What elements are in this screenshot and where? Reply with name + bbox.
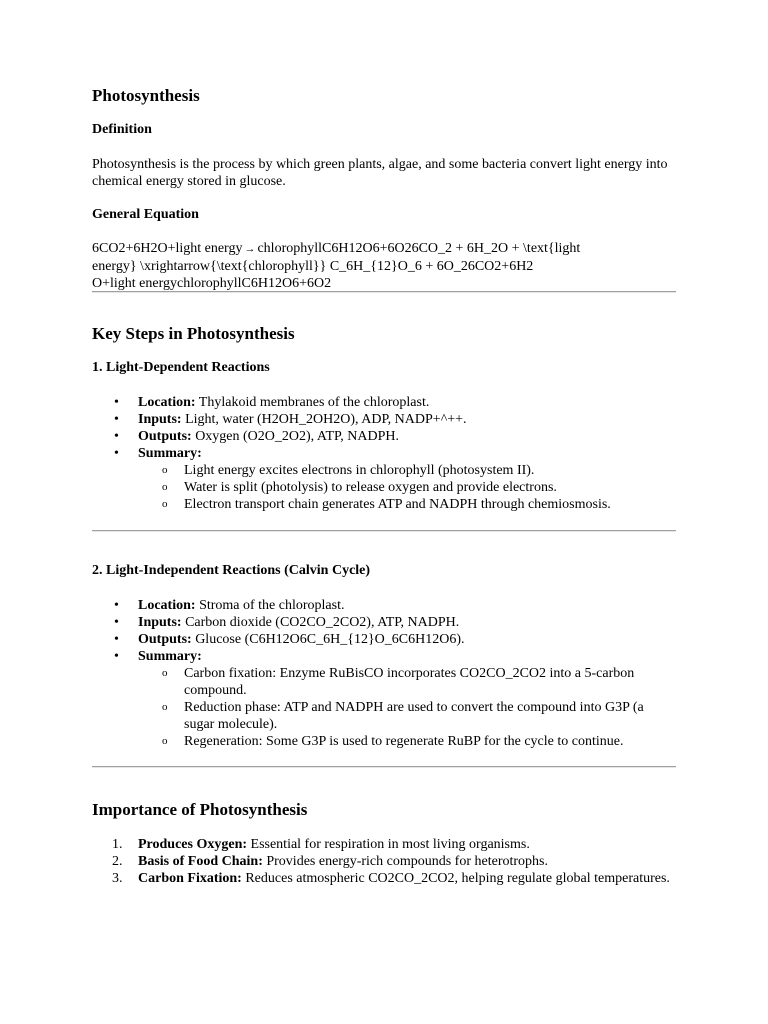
item-number: 1. (112, 837, 123, 852)
item-label: Location: (138, 598, 196, 613)
sub-bullet-icon: o (162, 701, 168, 713)
summary-sublist (92, 462, 676, 513)
light-independent-heading: 2. Light-Independent Reactions (Calvin Cycle) (92, 563, 371, 578)
item-text: Essential for respiration in most living organisms. (247, 837, 530, 852)
item-label: Inputs: (138, 412, 182, 427)
item-label: Carbon Fixation: (138, 871, 242, 886)
importance-list (92, 836, 676, 887)
sub-item-text: Reduction phase: ATP and NADPH are used to convert the compound into G3P (a sugar molecule). (184, 700, 644, 732)
item-label: Location: (138, 395, 196, 410)
light-independent-list (92, 597, 676, 750)
bullet-icon: • (114, 395, 119, 410)
equation-text (92, 240, 676, 292)
sub-item-text: Electron transport chain generates ATP and NADPH through chemiosmosis. (184, 497, 611, 512)
bullet-icon: • (114, 446, 119, 461)
bullet-icon: • (114, 632, 119, 647)
equation-line1b: chlorophyllC6H12O6+6O26CO_2 + 6H_2O + \text{light (257, 241, 581, 256)
item-text: Stroma of the chloroplast. (195, 598, 345, 613)
list-item (92, 445, 676, 513)
bullet-icon: • (114, 615, 119, 630)
list-item (92, 836, 676, 853)
sub-list-item (92, 733, 676, 750)
sub-item-text: Water is split (photolysis) to release oxygen and provide electrons. (184, 480, 557, 495)
sub-list-item (92, 699, 676, 733)
divider (92, 766, 676, 768)
item-number: 3. (112, 871, 123, 886)
list-item (92, 870, 676, 887)
divider (92, 530, 676, 532)
light-dependent-heading: 1. Light-Dependent Reactions (92, 360, 270, 375)
sub-bullet-icon: o (162, 464, 168, 476)
item-label: Outputs: (138, 632, 192, 647)
equation-line2: energy} \xrightarrow{\text{chlorophyll}} C_6H_{12}O_6 + 6O_26CO2+6H2 (92, 259, 534, 274)
item-label: Summary: (138, 649, 202, 664)
list-item (92, 428, 676, 445)
summary-sublist (92, 665, 676, 750)
sub-bullet-icon: o (162, 481, 168, 493)
equation-line1a: 6CO2+6H2O+light energy (92, 241, 243, 256)
item-number: 2. (112, 854, 123, 869)
item-text: Provides energy-rich compounds for heterotrophs. (262, 854, 548, 869)
item-label: Summary: (138, 446, 202, 461)
sub-item-text: Carbon fixation: Enzyme RuBisCO incorporates CO2CO_2CO2 into a 5-carbon compound. (184, 666, 635, 698)
bullet-icon: • (114, 598, 119, 613)
list-item (92, 648, 676, 750)
equation-heading: General Equation (92, 207, 199, 222)
sub-bullet-icon: o (162, 667, 168, 679)
importance-heading: Importance of Photosynthesis (92, 800, 308, 819)
list-item (92, 411, 676, 428)
sub-list-item (92, 496, 676, 513)
sub-bullet-icon: o (162, 498, 168, 510)
sub-bullet-icon: o (162, 735, 168, 747)
key-steps-heading: Key Steps in Photosynthesis (92, 324, 295, 343)
bullet-icon: • (114, 412, 119, 427)
page-title: Photosynthesis (92, 86, 200, 105)
list-item (92, 394, 676, 411)
item-text: Oxygen (O2O_2O2), ATP, NADPH. (191, 429, 399, 444)
list-item (92, 631, 676, 648)
list-item (92, 614, 676, 631)
item-label: Inputs: (138, 615, 182, 630)
divider (92, 291, 676, 293)
item-text: Thylakoid membranes of the chloroplast. (195, 395, 430, 410)
bullet-icon: • (114, 429, 119, 444)
definition-heading: Definition (92, 122, 152, 137)
sub-item-text: Light energy excites electrons in chlorophyll (photosystem II). (184, 463, 535, 478)
item-label: Produces Oxygen: (138, 837, 248, 852)
list-item (92, 597, 676, 614)
sub-item-text: Regeneration: Some G3P is used to regenerate RuBP for the cycle to continue. (184, 734, 624, 749)
item-text: Reduces atmospheric CO2CO_2CO2, helping regulate global temperatures. (241, 871, 670, 886)
item-text: Light, water (H2OH_2OH2O), ADP, NADP+^++. (181, 412, 467, 427)
list-item (92, 853, 676, 870)
item-label: Outputs: (138, 429, 192, 444)
item-label: Basis of Food Chain: (138, 854, 263, 869)
definition-text: Photosynthesis is the process by which green plants, algae, and some bacteria convert light energy into chemical energy stored in glucose. (92, 157, 668, 189)
light-dependent-list (92, 394, 676, 513)
item-text: Carbon dioxide (CO2CO_2CO2), ATP, NADPH. (181, 615, 460, 630)
item-text: Glucose (C6H12O6C_6H_{12}O_6C6H12O6). (191, 632, 465, 647)
sub-list-item (92, 665, 676, 699)
sub-list-item (92, 462, 676, 479)
bullet-icon: • (114, 649, 119, 664)
arrow-icon: → (244, 243, 256, 255)
sub-list-item (92, 479, 676, 496)
equation-line3: O+light energychlorophyllC6H12O6+6O2 (92, 276, 332, 291)
